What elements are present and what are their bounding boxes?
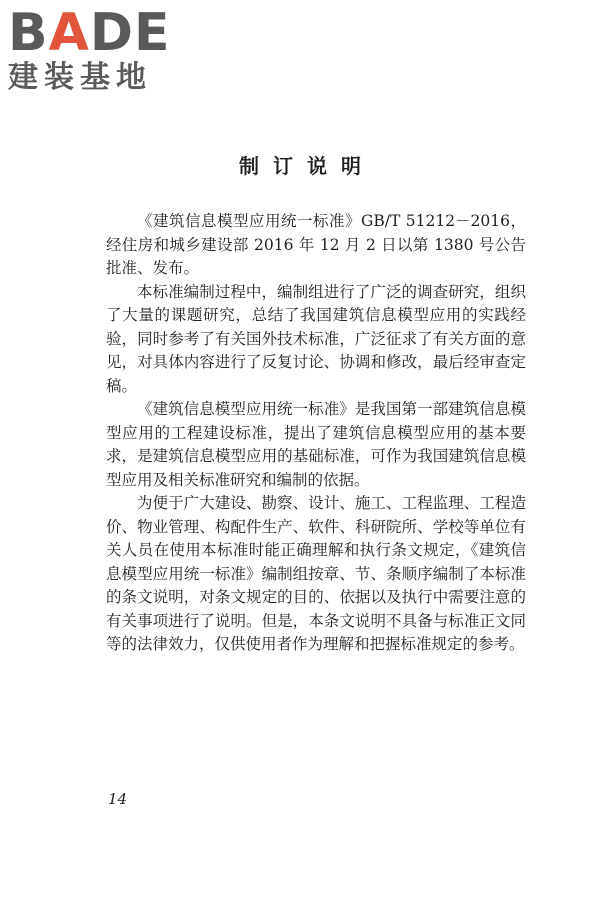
paragraph: 《建筑信息模型应用统一标准》是我国第一部建筑信息模型应用的工程建设标准，提出了建筑信息模型应用的基本要求，是建筑信息模型应用的基础标准，可作为我国建筑信息模型应用及相关标准研究和编制的依据。 bbox=[106, 400, 526, 489]
logo-wordmark bbox=[8, 4, 178, 62]
bade-logo bbox=[8, 4, 178, 96]
paragraph: 本标准编制过程中，编制组进行了广泛的调查研究，组织了大量的课题研究，总结了我国建筑信息模型应用的实践经验，同时参考了有关国外技术标准，广泛征求了有关方面的意见，对具体内容进行了反复讨论、协调和修改，最后经审查定稿。 bbox=[106, 282, 526, 395]
logo-letter-a: A bbox=[48, 3, 90, 63]
paragraph: 为便于广大建设、勘察、设计、施工、工程监理、工程造价、物业管理、构配件生产、软件、科研院所、学校等单位有关人员在使用本标准时能正确理解和执行条文规定，《建筑信息模型应用统一标准》编制组按章、节、条顺序编制了本标准的条文说明，对条文规定的目的、依据以及执行中需要注意的有关事项进行了说明。但是，本条文说明不具备与标准正文同等的法律效力，仅供使用者作为理解和把握标准规定的参考。 bbox=[106, 494, 526, 653]
logo-letter-b: B bbox=[8, 3, 49, 63]
page-number: 14 bbox=[108, 790, 128, 808]
page-title: 制订说明 bbox=[239, 154, 375, 178]
body-text bbox=[106, 210, 526, 657]
logo-subtitle: 建装基地 bbox=[8, 60, 152, 95]
logo-letters-de: DE bbox=[89, 3, 171, 63]
paragraph: 《建筑信息模型应用统一标准》GB/T 51212－2016，经住房和城乡建设部 2016 年 12 月 2 日以第 1380 号公告批准、发布。 bbox=[106, 212, 526, 277]
